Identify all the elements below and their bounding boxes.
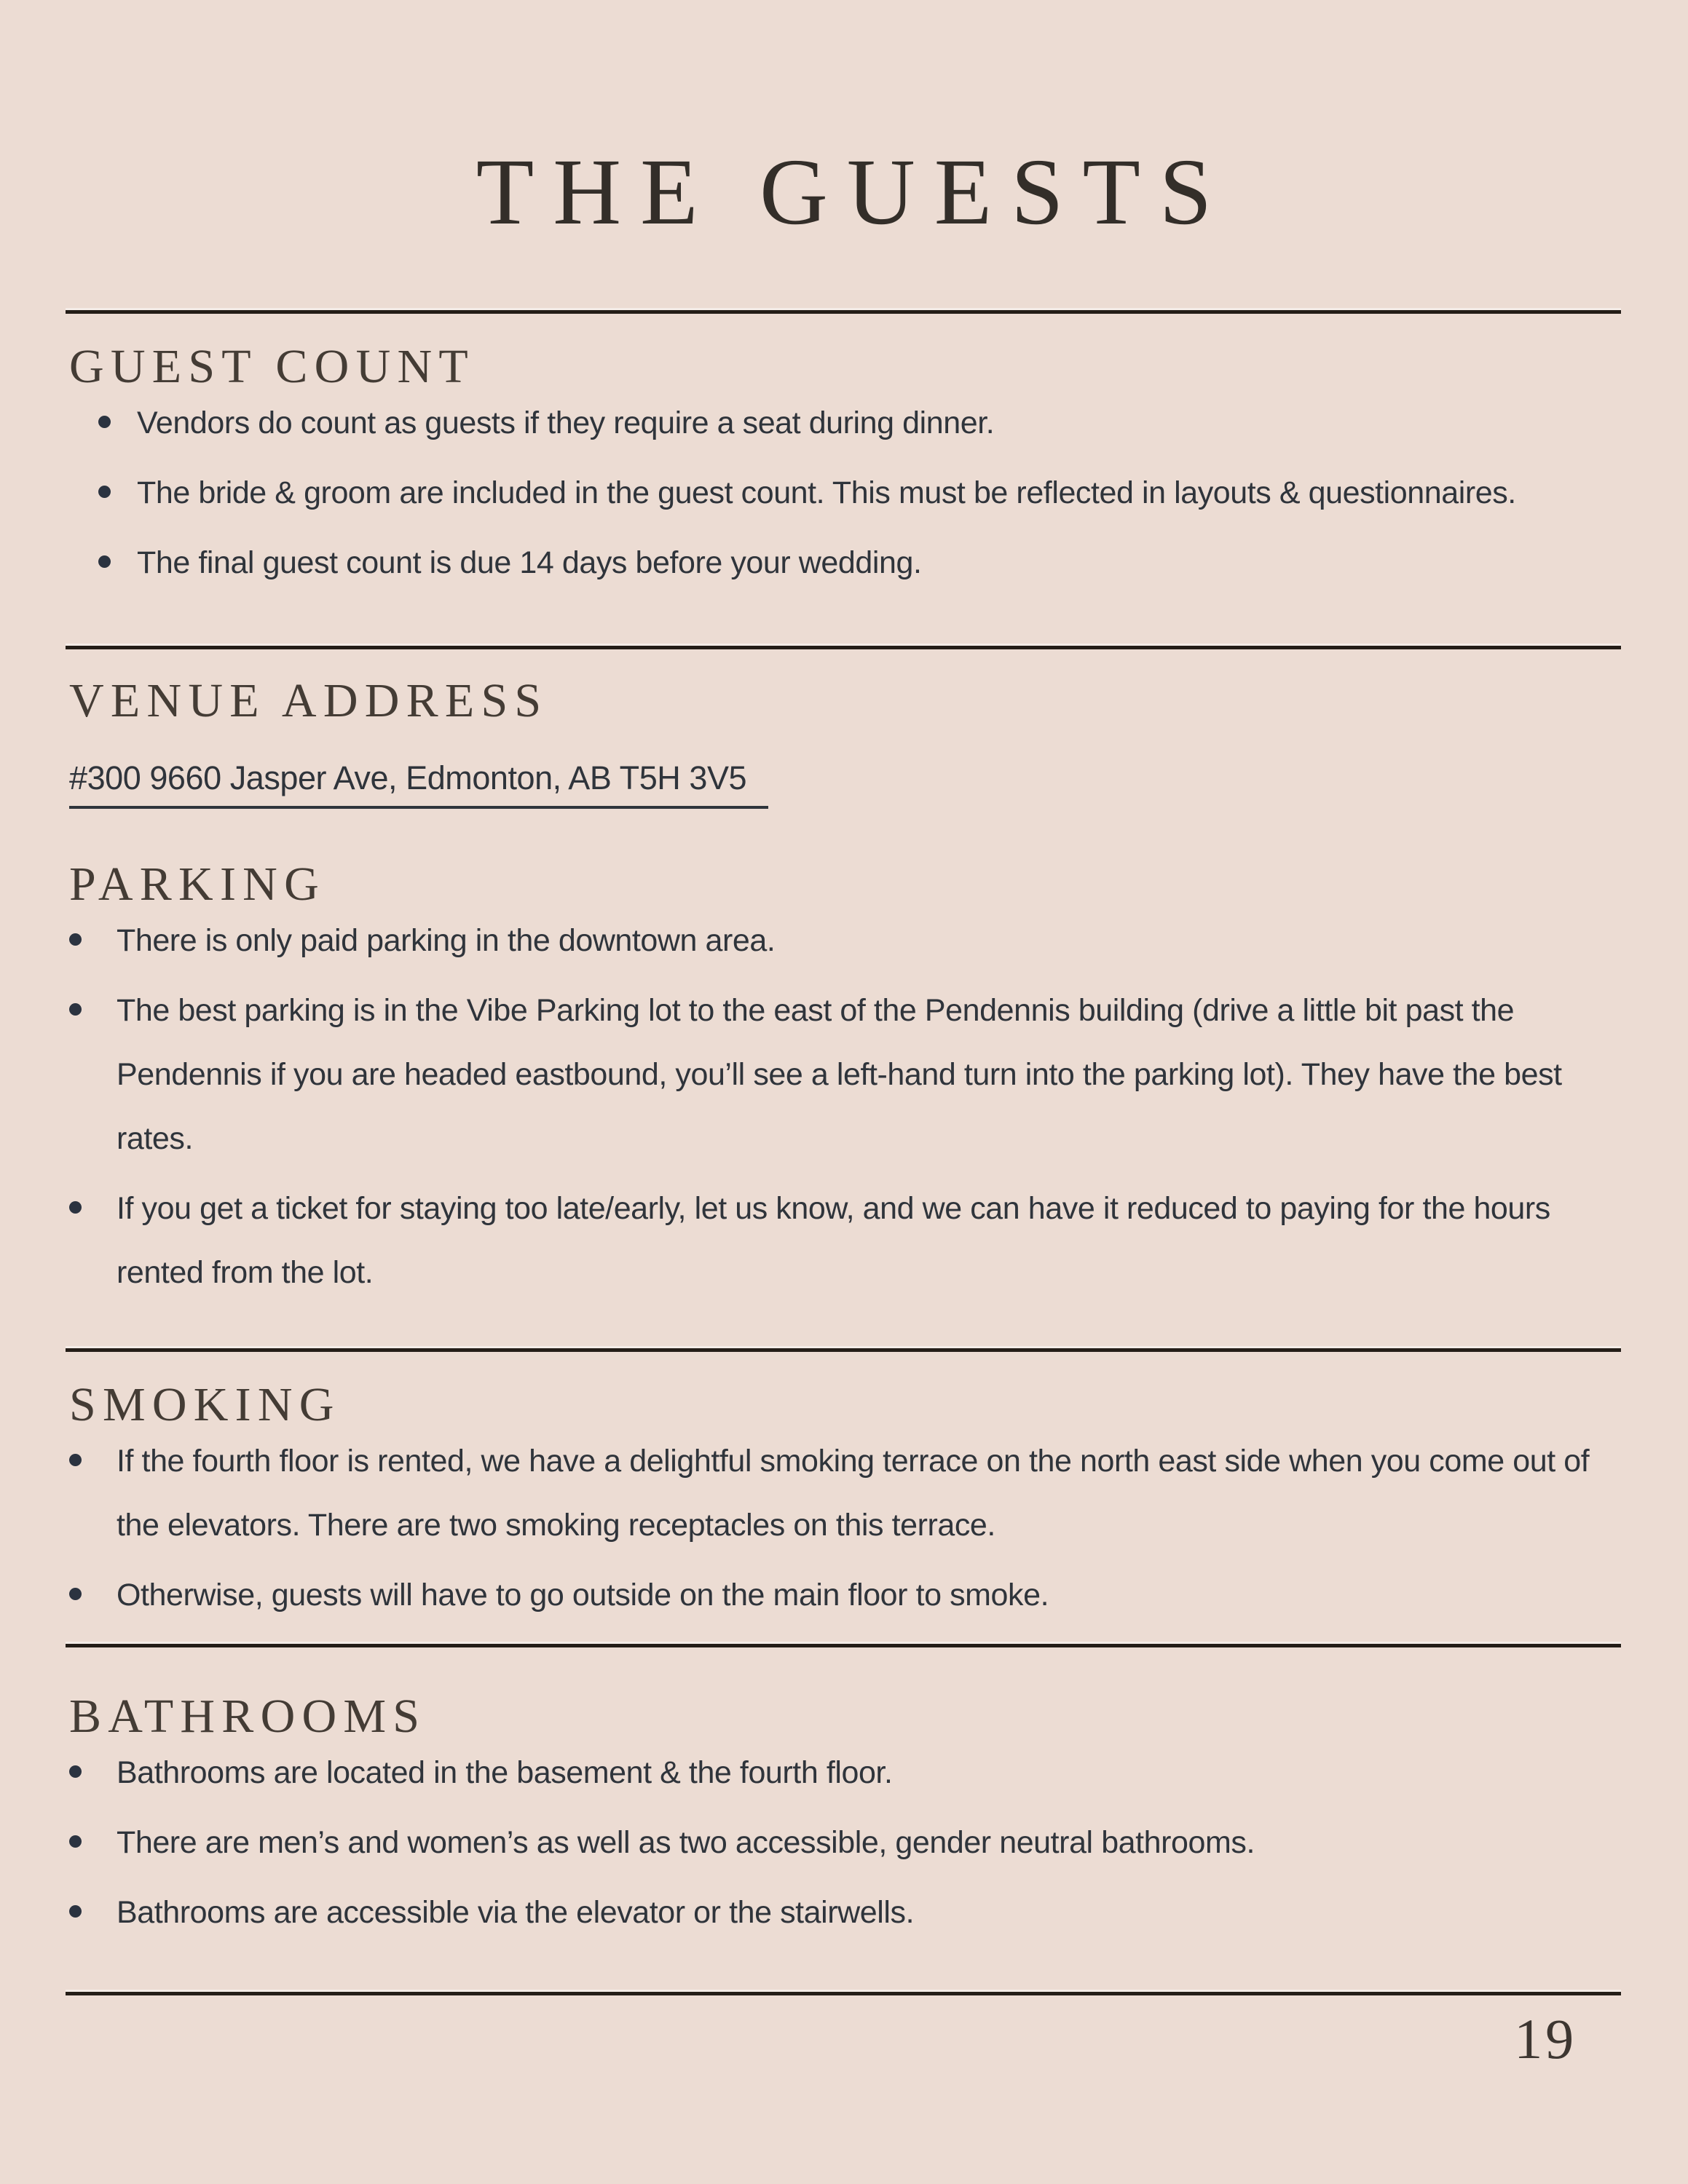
list-item: If you get a ticket for staying too late/early, let us know, and we can have it reduced to paying for the hours rented from the lot.: [69, 1176, 1604, 1305]
guest-count-list: [69, 391, 1604, 595]
bathrooms-list: [69, 1741, 1604, 1944]
section-heading-parking: PARKING: [69, 858, 326, 911]
section-heading-venue-address: VENUE ADDRESS: [69, 674, 548, 728]
section-heading-bathrooms: BATHROOMS: [69, 1690, 427, 1744]
list-item: There is only paid parking in the downtown area.: [69, 909, 1604, 973]
list-item: Bathrooms are accessible via the elevator or the stairwells.: [69, 1880, 1604, 1944]
list-item: The best parking is in the Vibe Parking lot to the east of the Pendennis building (drive a little bit past the Pendennis if you are headed eastbound, you’ll see a left-hand turn into the parking lot). They have the best rates.: [69, 978, 1604, 1171]
list-item: The bride & groom are included in the guest count. This must be reflected in layouts & questionnaires.: [69, 461, 1604, 525]
list-item: The final guest count is due 14 days before your wedding.: [69, 531, 1604, 595]
divider: [66, 1992, 1621, 1995]
divider: [66, 310, 1621, 314]
list-item: If the fourth floor is rented, we have a delightful smoking terrace on the north east side when you come out of the elevators. There are two smoking receptacles on this terrace.: [69, 1429, 1604, 1557]
list-item: Otherwise, guests will have to go outside on the main floor to smoke.: [69, 1563, 1604, 1627]
section-heading-guest-count: GUEST COUNT: [69, 340, 475, 394]
divider: [66, 646, 1621, 649]
venue-address-link[interactable]: #300 9660 Jasper Ave, Edmonton, AB T5H 3V5: [69, 756, 768, 809]
divider: [66, 1644, 1621, 1647]
smoking-list: [69, 1429, 1604, 1627]
section-heading-smoking: SMOKING: [69, 1378, 341, 1432]
venue-address-row: [69, 756, 1688, 809]
list-item: Vendors do count as guests if they require a seat during dinner.: [69, 391, 1604, 455]
list-item: There are men’s and women’s as well as two accessible, gender neutral bathrooms.: [69, 1811, 1604, 1875]
parking-list: [69, 909, 1604, 1305]
page-number: 19: [1514, 2007, 1577, 2071]
page-title: THE GUESTS: [476, 140, 1231, 245]
divider: [66, 1348, 1621, 1352]
list-item: Bathrooms are located in the basement & the fourth floor.: [69, 1741, 1604, 1805]
